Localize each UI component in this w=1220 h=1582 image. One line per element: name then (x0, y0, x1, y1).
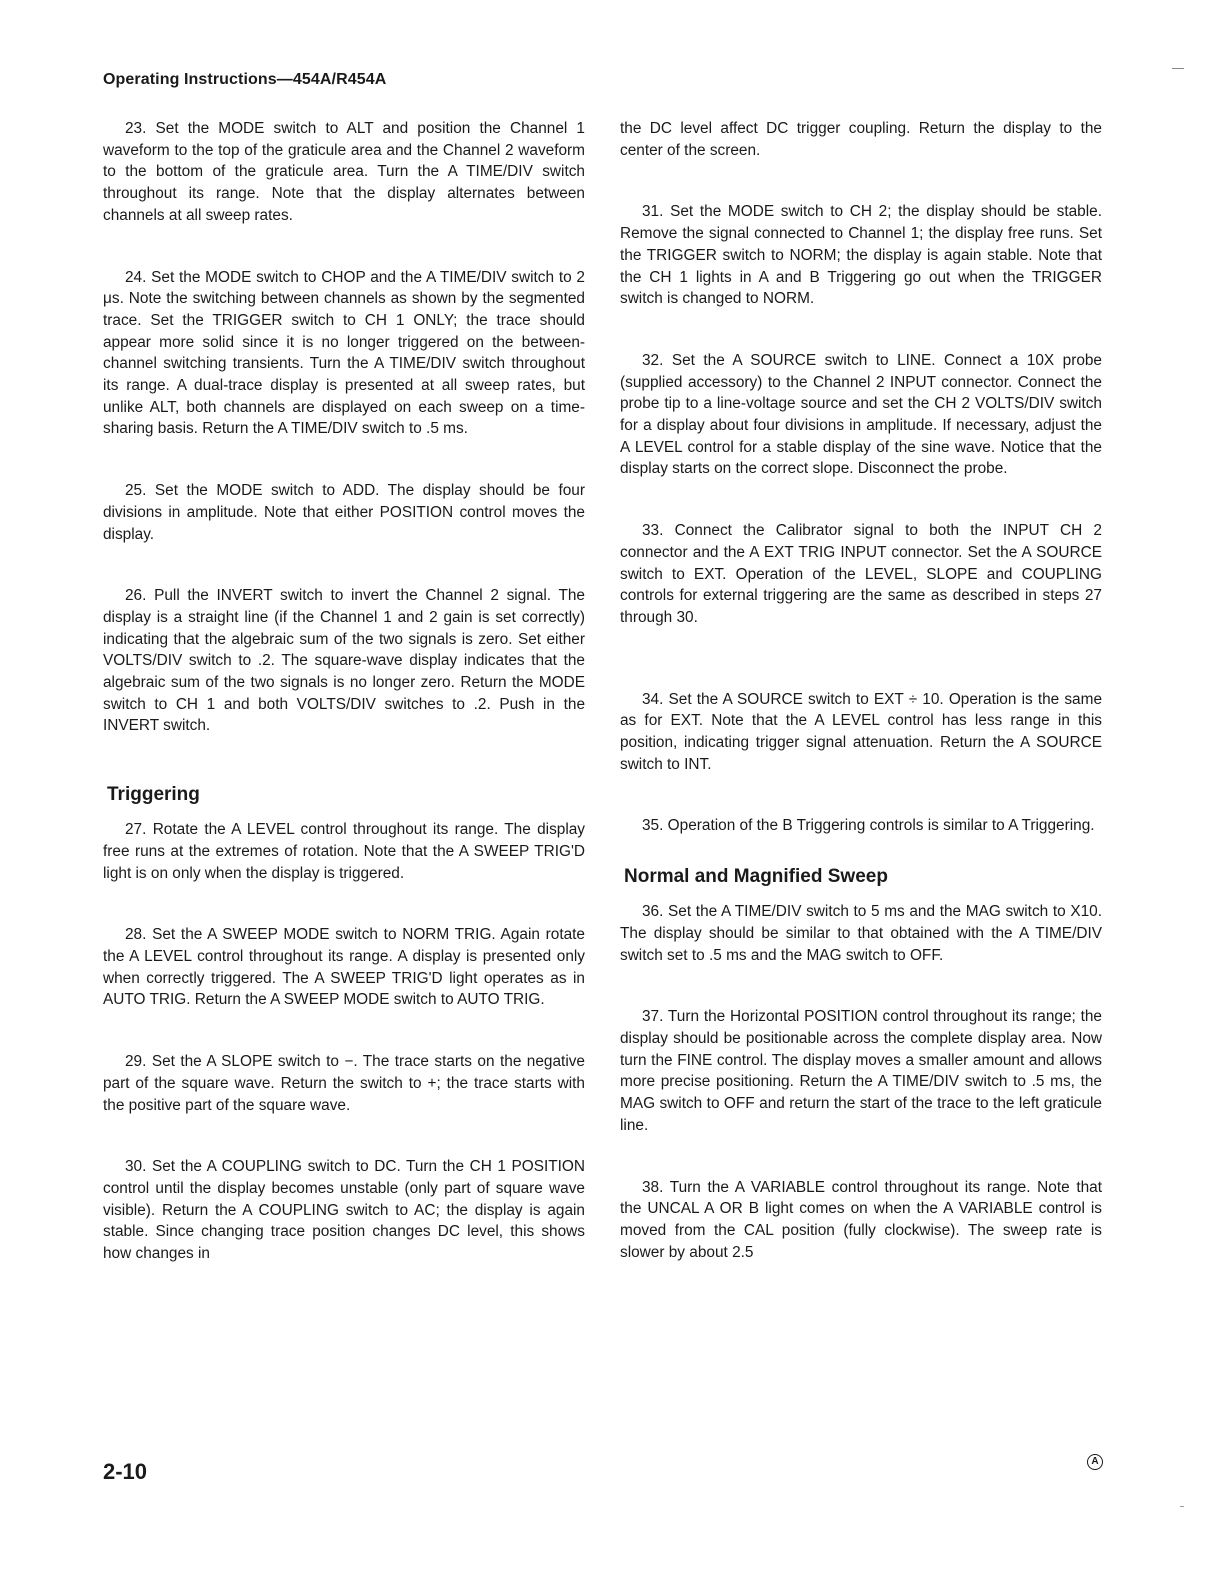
step-32: 32. Set the A SOURCE switch to LINE. Connect a 10X probe (supplied accessory) to the Channel 2 INPUT connector. Connect the probe tip to a line-voltage source and set the CH 2 VOLTS/DIV switch for a display about four divisions in amplitude. If necessary, adjust the A LEVEL control for a stable display of the sine wave. Notice that the display starts on the correct slope. Disconnect the probe. (620, 351, 1102, 478)
step-31: 31. Set the MODE switch to CH 2; the display should be stable. Remove the signal connected to Channel 1; the display free runs. Set the TRIGGER switch to NORM; the display is again stable. Note that the CH 1 lights in A and B Triggering go out when the TRIGGER switch is changed to NORM. (620, 203, 1102, 308)
revision-mark-icon: A (1087, 1454, 1103, 1470)
heading-triggering: Triggering (107, 784, 200, 806)
step-29: 29. Set the A SLOPE switch to −. The trace starts on the negative part of the square wave. Return the switch to +; the trace starts with the positive part of the square wave. (103, 1053, 585, 1114)
heading-normal-magnified-sweep: Normal and Magnified Sweep (624, 866, 888, 888)
step-24: 24. Set the MODE switch to CHOP and the A TIME/DIV switch to 2 μs. Note the switching between channels as shown by the segmented trace. Set the TRIGGER switch to CH 1 ONLY; the trace should appear more solid since it is no longer triggered on the between-channel switching transients. Turn the A TIME/DIV switch throughout its range. A dual-trace display is presented at all sweep rates, but unlike ALT, both channels are displayed on each sweep on a time-sharing basis. Return the A TIME/DIV switch to .5 ms. (103, 268, 585, 438)
step-38: 38. Turn the A VARIABLE control throughout its range. Note that the UNCAL A OR B light comes on when the A VARIABLE control is moved from the CAL position (fully clockwise). The sweep rate is slower by about 2.5 (620, 1178, 1102, 1261)
step-27: 27. Rotate the A LEVEL control throughout its range. The display free runs at the extremes of rotation. Note that the A SWEEP TRIG'D light is on only when the display is triggered. (103, 821, 585, 882)
step-30-continued: the DC level affect DC trigger coupling. Return the display to the center of the screen. (620, 120, 1102, 159)
left-column (103, 118, 585, 1265)
step-36: 36. Set the A TIME/DIV switch to 5 ms and the MAG switch to X10. The display should be similar to that obtained with the A TIME/DIV switch set to .5 ms and the MAG switch to OFF. (620, 903, 1102, 964)
scan-tick (1180, 1506, 1184, 1507)
page-number: 2-10 (103, 1459, 148, 1484)
step-37: 37. Turn the Horizontal POSITION control throughout its range; the display should be positionable across the complete display area. Now turn the FINE control. The display moves a smaller amount and allows more precise positioning. Return the A TIME/DIV switch to .5 ms, the MAG switch to OFF and return the start of the trace to the left graticule line. (620, 1008, 1102, 1134)
step-33: 33. Connect the Calibrator signal to both the INPUT CH 2 connector and the A EXT TRIG INPUT connector. Set the A SOURCE switch to EXT. Operation of the LEVEL, SLOPE and COUPLING controls for external triggering are the same as described in steps 27 through 30. (620, 522, 1102, 626)
step-23: 23. Set the MODE switch to ALT and position the Channel 1 waveform to the top of the graticule area and the Channel 2 waveform to the bottom of the graticule area. Turn the A TIME/DIV switch throughout its range. Note that the display alternates between channels at all sweep rates. (103, 120, 585, 224)
page-header-title: Operating Instructions—454A/R454A (103, 71, 387, 88)
step-35: 35. Operation of the B Triggering controls is similar to A Triggering. (642, 817, 1095, 835)
step-28: 28. Set the A SWEEP MODE switch to NORM TRIG. Again rotate the A LEVEL control throughout its range. A display is presented only when correctly triggered. The A SWEEP TRIG'D light operates as in AUTO TRIG. Return the A SWEEP MODE switch to AUTO TRIG. (103, 926, 585, 1009)
step-25: 25. Set the MODE switch to ADD. The display should be four divisions in amplitude. Note that either POSITION control moves the display. (103, 482, 585, 543)
step-26: 26. Pull the INVERT switch to invert the Channel 2 signal. The display is a straight line (if the Channel 1 and 2 gain is set correctly) indicating that the algebraic sum of the two signals is zero. Set either VOLTS/DIV switch to .2. The square-wave display indicates that the algebraic sum of the two signals is no longer zero. Return the MODE switch to CH 1 and both VOLTS/DIV switches to .2. Push in the INVERT switch. (103, 587, 585, 735)
step-30: 30. Set the A COUPLING switch to DC. Turn the CH 1 POSITION control until the display becomes unstable (only part of square wave visible). Return the A COUPLING switch to AC; the display is again stable. Since changing trace position changes DC level, this shows how changes in (103, 1158, 585, 1263)
corner-mark (1172, 68, 1184, 69)
right-column (620, 118, 1102, 1263)
step-34: 34. Set the A SOURCE switch to EXT ÷ 10. Operation is the same as for EXT. Note that the A LEVEL control has less range in this position, indicating trigger signal attenuation. Return the A SOURCE switch to INT. (620, 690, 1102, 773)
